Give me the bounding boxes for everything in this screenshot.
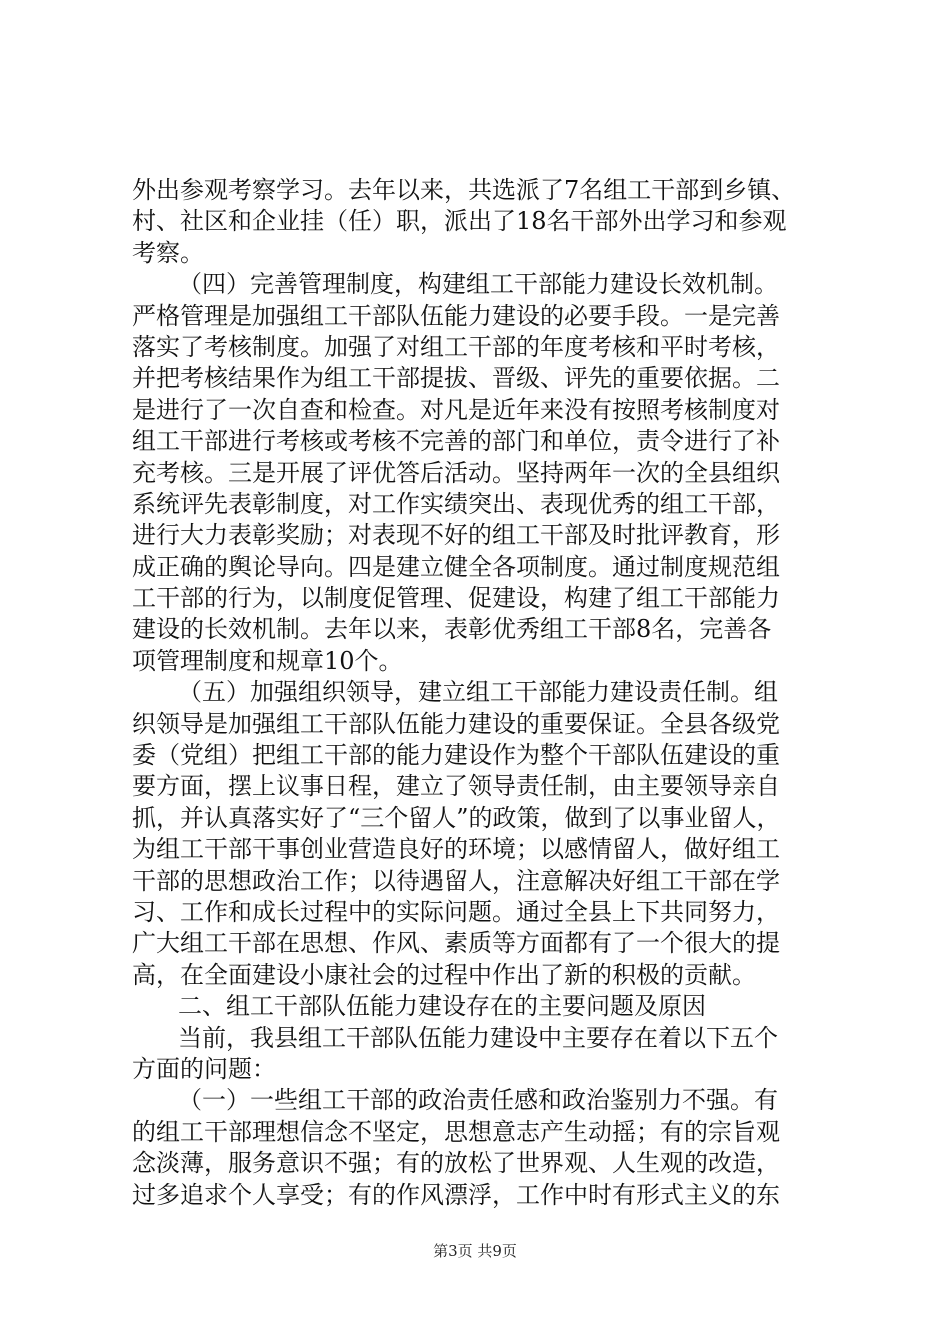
section-heading-4: （四）完善管理制度，构建组工干部能力建设长效机制。	[178, 270, 778, 299]
page-footer	[0, 1241, 950, 1261]
text-line: 村、社区和企业挂（任）职，派出了18名干部外出学习和参观	[132, 207, 787, 236]
section-heading-5: （五）加强组织领导，建立组工干部能力建设责任制。组	[178, 678, 778, 707]
text-line: 过多追求个人享受；有的作风漂浮，工作中时有形式主义的东	[132, 1180, 780, 1209]
text-line: 组工干部进行考核或考核不完善的部门和单位，责令进行了补	[132, 427, 780, 456]
text-line: 落实了考核制度。加强了对组工干部的年度考核和平时考核，	[132, 332, 780, 361]
text-line: 委（党组）把组工干部的能力建设作为整个干部队伍建设的重	[132, 741, 780, 770]
text-line: 成正确的舆论导向。四是建立健全各项制度。通过制度规范组	[132, 552, 780, 581]
text-line: 高，在全面建设小康社会的过程中作出了新的积极的贡献。	[132, 960, 756, 989]
text-line: 方面的问题：	[132, 1054, 276, 1083]
text-line: 是进行了一次自查和检查。对凡是近年来没有按照考核制度对	[132, 395, 780, 424]
text-line: 严格管理是加强组工干部队伍能力建设的必要手段。一是完善	[132, 301, 780, 330]
text-line: 广大组工干部在思想、作风、素质等方面都有了一个很大的提	[132, 929, 780, 958]
text-line: 系统评先表彰制度，对工作实绩突出、表现优秀的组工干部，	[132, 489, 780, 518]
text-line: 抓，并认真落实好了“三个留人”的政策，做到了以事业留人，	[132, 803, 781, 832]
text-line: 工干部的行为，以制度促管理、促建设，构建了组工干部能力	[132, 584, 780, 613]
text-line: 外出参观考察学习。去年以来，共选派了7名组工干部到乡镇、	[132, 176, 796, 204]
text-line: 项管理制度和规章10个。	[132, 646, 403, 675]
text-line: 织领导是加强组工干部队伍能力建设的重要保证。全县各级党	[132, 709, 780, 738]
text-line: 建设的长效机制。去年以来，表彰优秀组工干部8名，完善各	[132, 615, 772, 644]
text-line: 充考核。三是开展了评优答后活动。坚持两年一次的全县组织	[132, 458, 780, 487]
text-line: 进行大力表彰奖励；对表现不好的组工干部及时批评教育，形	[132, 521, 780, 550]
text-line: 考察。	[132, 238, 204, 267]
text-line: 为组工干部干事创业营造良好的环境；以感情留人，做好组工	[132, 835, 780, 864]
text-line: 习、工作和成长过程中的实际问题。通过全县上下共同努力，	[132, 897, 780, 926]
text-line: 念淡薄，服务意识不强；有的放松了世界观、人生观的改造，	[132, 1149, 780, 1178]
text-line: 的组工干部理想信念不坚定，思想意志产生动摇；有的宗旨观	[132, 1117, 780, 1146]
text-line: 干部的思想政治工作；以待遇留人，注意解决好组工干部在学	[132, 866, 780, 895]
text-line: 并把考核结果作为组工干部提拔、晋级、评先的重要依据。二	[132, 364, 780, 393]
page-number-label: 第3页 共9页	[433, 1242, 517, 1260]
section-heading-1: （一）一些组工干部的政治责任感和政治鉴别力不强。有	[178, 1086, 778, 1115]
text-line: 要方面，摆上议事日程，建立了领导责任制，由主要领导亲自	[132, 772, 780, 801]
document-body	[132, 175, 832, 1211]
chapter-heading-2: 二、组工干部队伍能力建设存在的主要问题及原因	[178, 992, 706, 1021]
text-line: 当前，我县组工干部队伍能力建设中主要存在着以下五个	[178, 1023, 778, 1052]
